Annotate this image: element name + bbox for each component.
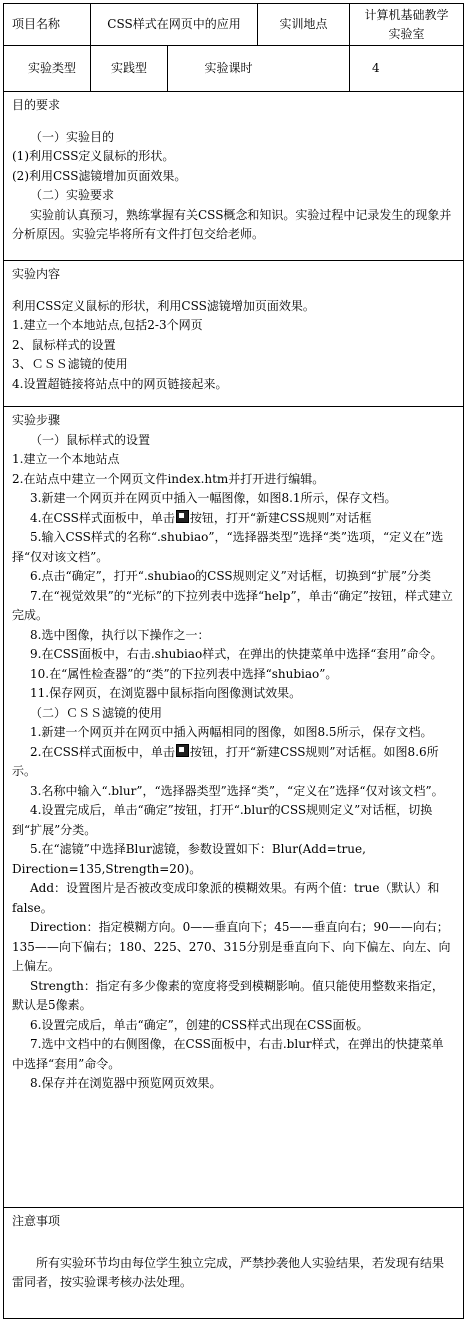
steps-part1-title: （一）鼠标样式的设置 [30,432,151,447]
step2-direction: Direction：指定模糊方向。0——垂直向下；45——垂直向右；90——向右；135——向下偏右；180、225、270、315分别是垂直向下、向下偏左、向左、向上偏左。 [12,920,451,973]
purpose-sub2: （二）实验要求 [30,188,115,202]
content-intro: 利用CSS定义鼠标的形状，利用CSS滤镜增加页面效果。 [12,298,315,313]
step2-strength: Strength：指定有多少像素的宽度将受到模糊影响。值只能使用整数来指定，默认是5像素。 [12,978,444,1012]
item-name-value: CSS样式在网页中的应用 [107,17,241,31]
hours-label: 实验课时 [204,61,253,75]
content-title: 实验内容 [12,267,61,281]
notes-text: 所有实验环节均由每位学生独立完成，严禁抄袭他人实验结果，若发现有结果雷同者，按实验课考核办法处理。 [12,1255,445,1289]
step1-10: 10.在“属性检查器”的“类”的下拉列表中选择“shubiao”。 [30,666,338,681]
type-value: 实践型 [110,61,147,75]
steps-title: 实验步骤 [12,413,61,427]
content-row [4,261,464,407]
header-row-1 [4,4,464,46]
step1-4-b: 按钮，打开“新建CSS规则”对话框 [189,510,372,525]
step1-7: 7.在“视觉效果”的“光标”的下拉列表中选择“help”，单击“确定”按钮，样式建立完成。 [12,588,453,622]
purpose-text: 实验前认真预习，熟练掌握有关CSS概念和知识。实验过程中记录发生的现象并分析原因。实验完毕将所有文件打包交给老师。 [12,207,452,241]
content-item-2: 2、鼠标样式的设置 [12,337,116,352]
item-name-label: 项目名称 [12,17,61,31]
step1-5: 5.输入CSS样式的名称“.shubiao”，“选择器类型”选择“类”选项，“定义在”选择“仅对该文档”。 [12,530,444,564]
lab-sheet-table [3,3,464,1319]
step1-9: 9.在CSS面板中，右击.shubiao样式，在弹出的快捷菜单中选择“套用”命令。 [30,647,443,661]
step2-2 [12,743,455,782]
location-label-cell [258,4,350,46]
step2-8: 8.保存并在浏览器中预览网页效果。 [30,1076,222,1090]
step2-3: 3.名称中输入“.blur”，“选择器类型”选择“类”，“定义在”选择“仅对该文档”。 [30,783,444,798]
step2-2-b: 按钮，打开“新建CSS规则”对话框。如图8.6所示。 [12,744,439,778]
new-css-rule-icon [176,510,189,523]
purpose-sub1: （一）实验目的 [30,129,115,144]
purpose-section [4,92,464,261]
step2-7: 7.选中文档中的右侧图像，在CSS面板中，右击.blur样式，在弹出的快捷菜单中选择“套用”命令。 [12,1037,444,1071]
hours-label-cell [168,46,350,92]
content-item-1: 1.建立一个本地站点,包括2-3个网页 [12,318,203,332]
step1-4 [12,509,455,529]
steps-section [4,407,464,1208]
step1-8: 8.选中图像，执行以下操作之一： [30,627,210,642]
step2-6: 6.设置完成后，单击“确定”，创建的CSS样式出现在CSS面板。 [30,1017,369,1032]
hours-value: 4 [372,61,380,75]
step1-4-a: 4.在CSS样式面板中，单击 [30,510,175,525]
step2-1: 1.新建一个网页并在网页中插入两幅相同的图像，如图8.5所示，保存文档。 [30,725,433,739]
step2-add: Add：设置图片是否被改变成印象派的模糊效果。有两个值：true（默认）和false。 [12,881,440,915]
type-value-cell [91,46,168,92]
location-value-cell [350,4,464,46]
step1-2: 2.在站点中建立一个网页文件index.htm并打开进行编辑。 [12,471,325,486]
location-value: 计算机基础教学实验室 [364,7,449,41]
steps-row [4,407,464,1208]
purpose-title: 目的要求 [12,98,61,112]
content-item-3: 3、ＣＳＳ滤镜的使用 [12,357,128,371]
steps-part2-title: （二）ＣＳＳ滤镜的使用 [30,705,163,720]
content-item-4: 4.设置超链接将站点中的网页链接起来。 [12,376,228,391]
new-css-rule-icon [176,744,189,757]
header-row-2 [4,46,464,92]
step1-6: 6.点击“确定”，打开“.shubiao的CSS规则定义”对话框，切换到“扩展”分类 [30,569,432,583]
step1-11: 11.保存网页，在浏览器中鼠标指向图像测试效果。 [30,686,302,700]
notes-title: 注意事项 [12,1214,61,1228]
step2-5: 5.在“滤镜”中选择Blur滤镜，参数设置如下：Blur(Add=true, Direction=135,Strength=20)。 [12,842,366,876]
item-name-value-cell [91,4,258,46]
notes-section [4,1208,464,1319]
notes-row [4,1208,464,1319]
hours-value-cell [350,46,464,92]
step1-1: 1.建立一个本地站点 [12,452,120,466]
step2-2-a: 2.在CSS样式面板中，单击 [30,744,175,759]
step1-3: 3.新建一个网页并在网页中插入一幅图像，如图8.1所示，保存文档。 [30,491,397,505]
step2-4: 4.设置完成后，单击“确定”按钮，打开“.blur的CSS规则定义”对话框，切换到“扩展”分类。 [12,803,433,837]
purpose-row [4,92,464,261]
content-section [4,261,464,407]
type-label-cell [4,46,91,92]
purpose-item-1: (1)利用CSS定义鼠标的形状。 [12,149,175,163]
item-name-label-cell [4,4,91,46]
location-label: 实训地点 [279,17,328,31]
type-label: 实验类型 [28,61,77,75]
purpose-item-2: (2)利用CSS滤镜增加页面效果。 [12,168,187,183]
